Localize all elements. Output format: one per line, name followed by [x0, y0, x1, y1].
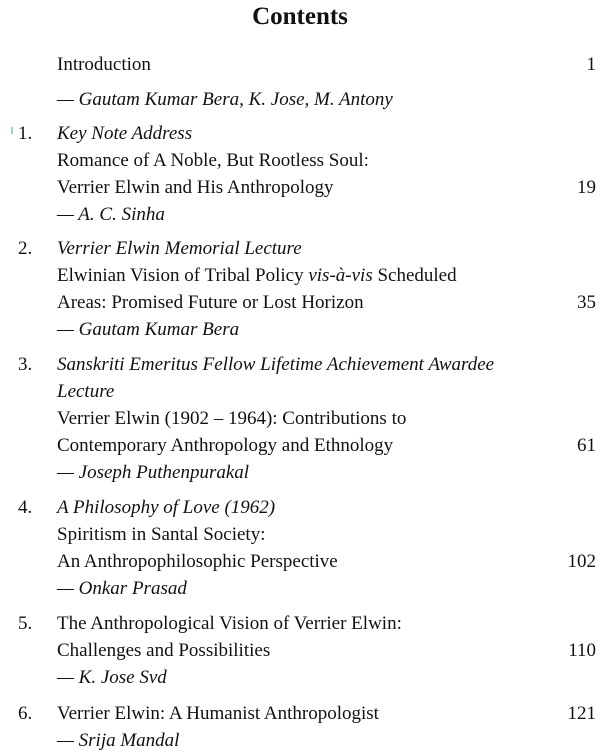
entry-4-title-line-1: Spiritism in Santal Society: [57, 524, 266, 545]
entry-1-page-number: 19 [577, 177, 596, 198]
entry-3-heading-line-1: Sanskriti Emeritus Fellow Lifetime Achievement Awardee [57, 354, 495, 375]
entry-3-title-line-2: Contemporary Anthropology and Ethnology [57, 435, 394, 456]
entry-3-page-number: 61 [577, 435, 596, 456]
entry-5-title-line-2: Challenges and Possibilities [57, 640, 271, 661]
entry-5-number: 5. [18, 613, 33, 634]
entry-5-page-number: 110 [568, 640, 596, 661]
entry-1-author: — A. C. Sinha [57, 204, 165, 225]
entry-4-heading: A Philosophy of Love (1962) [57, 497, 276, 518]
entry-3-heading-line-2: Lecture [57, 381, 115, 402]
entry-1-title-line-2: Verrier Elwin and His Anthropology [57, 177, 334, 198]
entry-5-author: — K. Jose Svd [57, 667, 167, 688]
scan-mark [11, 127, 13, 134]
entry-6-page-number: 121 [567, 703, 596, 724]
entry-3-author: — Joseph Puthenpurakal [57, 462, 250, 483]
entry-6-title-line-1: Verrier Elwin: A Humanist Anthropologist [57, 703, 379, 724]
entry-2-heading: Verrier Elwin Memorial Lecture [57, 238, 302, 259]
intro-authors: — Gautam Kumar Bera, K. Jose, M. Antony [57, 89, 393, 110]
entry-3-title-line-1: Verrier Elwin (1902 – 1964): Contributions to [57, 408, 407, 429]
entry-4-number: 4. [18, 497, 33, 518]
entry-2-page-number: 35 [577, 292, 596, 313]
intro-page-number: 1 [586, 54, 596, 75]
entry-4-page-number: 102 [567, 551, 596, 572]
intro-title: Introduction [57, 54, 151, 75]
entry-3-number: 3. [18, 354, 33, 375]
entry-2-title-part-1: Elwinian Vision of Tribal Policy [57, 265, 309, 286]
entry-2-title-italic-part: vis-à-vis [308, 265, 373, 286]
entry-2-title-line-2: Areas: Promised Future or Lost Horizon [57, 292, 364, 313]
entry-6-author: — Srija Mandal [57, 730, 180, 751]
entry-2-title-part-2: Scheduled [372, 265, 457, 286]
entry-5-title-line-1: The Anthropological Vision of Verrier Elwin: [57, 613, 402, 634]
entry-2-author: — Gautam Kumar Bera [57, 319, 240, 340]
page-title: Contents [252, 3, 348, 30]
entry-4-author: — Onkar Prasad [57, 578, 187, 599]
entry-2-title-line-1 [57, 264, 457, 288]
entry-4-title-line-2: An Anthropophilosophic Perspective [57, 551, 338, 572]
entry-2-number: 2. [18, 238, 33, 259]
entry-6-number: 6. [18, 703, 33, 724]
entry-1-title-line-1: Romance of A Noble, But Rootless Soul: [57, 150, 369, 171]
entry-1-number: 1. [18, 123, 33, 144]
entry-1-heading: Key Note Address [57, 123, 193, 144]
